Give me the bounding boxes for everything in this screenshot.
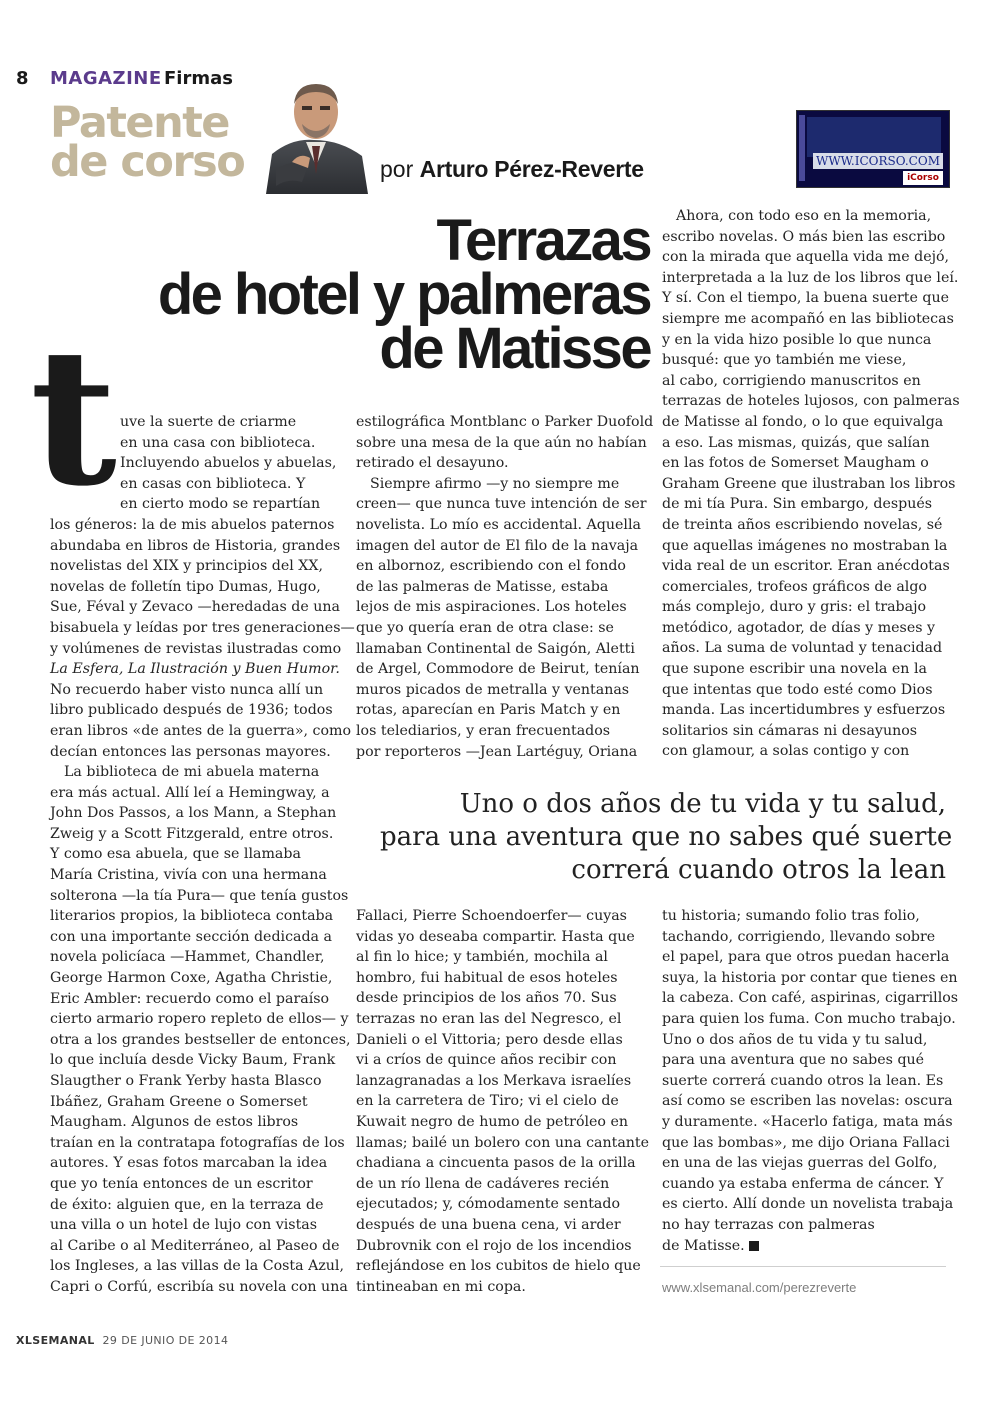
section-label: Firmas	[164, 68, 233, 89]
banner-brand-logo: iCorso	[903, 171, 943, 185]
text-line: los telediarios, y eran frecuentados	[356, 722, 611, 739]
text-line: para una aventura que no sabes qué	[662, 1052, 925, 1069]
text-line: otra a los grandes bestseller de entonces,	[50, 1031, 351, 1048]
text-line: los Ingleses, a las villas de la Costa Azul,	[50, 1258, 344, 1275]
text-line: libro publicado después de 1936; todos	[50, 702, 333, 719]
text-line: llamaban Continental de Saigón, Aletti	[356, 640, 635, 657]
text-line: retirado el desayuno.	[356, 455, 509, 472]
text-line: en una casa con biblioteca.	[120, 434, 316, 451]
text-line: Maugham. Algunos de estos libros	[50, 1114, 299, 1131]
text-line: a eso. Las mismas, quizás, que salían	[662, 434, 930, 451]
text-line: lanzagranadas a los Merkava israelíes	[356, 1072, 632, 1089]
text-line: tu historia; sumando folio tras folio,	[662, 908, 920, 924]
column-title	[50, 98, 245, 187]
pull-quote-line: Uno o dos años de tu vida y tu salud,	[459, 789, 946, 819]
text-line: que yo tenía entonces de un escritor	[50, 1175, 313, 1192]
text-line: que yo quería eran de otra clase: se	[356, 619, 614, 636]
page-footer	[16, 1334, 228, 1347]
text-line: y duramente. «Hacerlo fatiga, mata más	[662, 1113, 953, 1130]
text-line: John Dos Passos, a los Mann, a Stephan	[50, 805, 337, 822]
text-line: al cabo, corrigiendo manuscritos en	[662, 372, 921, 389]
column-title-line: Patente	[50, 98, 229, 148]
column-2-top	[356, 412, 654, 762]
text-line: manda. Las incertidumbres y esfuerzos	[662, 702, 946, 719]
text-line: María Cristina, vivía con una hermana	[50, 867, 327, 884]
text-line: Slaugther o Frank Yerby hasta Blasco	[50, 1073, 322, 1089]
text-line: abundaba en libros de Historia, grandes	[50, 537, 341, 554]
page-number: 8	[16, 68, 29, 89]
text-line: en casas con biblioteca. Y	[120, 475, 306, 492]
text-line: en albornoz, escribiendo con el fondo	[356, 558, 626, 575]
text-line: reflejándose en los cubitos de hielo que	[356, 1258, 641, 1275]
banner-screenshot	[807, 117, 941, 157]
text-line: terrazas no eran las del Negresco, el	[356, 1010, 622, 1027]
text-line: La biblioteca de mi abuela materna	[64, 764, 320, 781]
banner-strip	[799, 115, 805, 181]
text-line: metódico, agotador, de días y meses y	[662, 619, 936, 636]
headline-line: Terrazas	[436, 208, 650, 273]
text-line: de Argel, Commodore de Beirut, tenían	[356, 661, 640, 678]
text-line: muros picados de metralla y ventanas	[356, 681, 630, 698]
text-line: no hay terrazas con palmeras	[662, 1216, 875, 1233]
text-line-end: de Matisse.	[662, 1237, 745, 1254]
text-line: de éxito: alguien que, en la terraza de	[50, 1196, 324, 1213]
text-line: Capri o Corfú, escribía su novela con una	[50, 1278, 348, 1295]
divider	[660, 1266, 946, 1267]
text-line: interpretada a la luz de los libros que leí.	[662, 269, 959, 286]
text-line: así como se escriben las novelas: oscura	[662, 1093, 953, 1110]
article-headline	[70, 208, 650, 381]
text-line: Zweig y a Scott Fitzgerald, entre otros.	[50, 825, 334, 842]
text-line: después de una buena cena, vi arder	[356, 1216, 621, 1233]
text-line: Danieli o el Vittoria; pero desde ellas	[356, 1031, 623, 1048]
banner-url: WWW.ICORSO.COM	[813, 153, 943, 169]
magazine-label: MAGAZINE	[50, 68, 162, 89]
author-name: Arturo Pérez-Reverte	[419, 156, 644, 182]
text-line: que supone escribir una novela en la	[662, 661, 927, 678]
text-line: estilográfica Montblanc o Parker Duofold	[356, 414, 654, 430]
column-title-line: de corso	[50, 137, 245, 187]
text-line: y volúmenes de revistas ilustradas como	[50, 640, 342, 657]
text-line: al fin lo hice; y también, mochila al	[356, 949, 608, 966]
text-line: de Matisse al fondo, o lo que equivalga	[662, 413, 944, 430]
text-line: años. La suma de voluntad y tenacidad	[662, 640, 943, 657]
text-line: lejos de mis aspiraciones. Los hoteles	[356, 599, 627, 616]
text-line: suya, la historia por contar que tienes en	[662, 969, 958, 986]
text-line: lo que incluía desde Vicky Baum, Frank	[50, 1052, 336, 1069]
text-line: tintineaban en mi copa.	[356, 1278, 526, 1295]
text-line: novela policíaca —Hammet, Chandler,	[50, 949, 325, 966]
text-line: Sue, Féval y Zevaco —heredadas de una	[50, 599, 340, 616]
text-line: sobre una mesa de la que aún no habían	[356, 434, 647, 451]
text-line: comerciales, trofeos gráficos de algo	[662, 578, 927, 595]
text-line: novelista. Lo mío es accidental. Aquella	[356, 516, 641, 533]
text-line: autores. Y esas fotos marcaban la idea	[50, 1155, 328, 1172]
text-line: de treinta años escribiendo novelas, sé	[662, 516, 943, 533]
drop-cap: t	[30, 307, 117, 528]
text-line: una villa o un hotel de lujo con vistas	[50, 1217, 318, 1234]
publication-name: XLSEMANAL	[16, 1334, 95, 1347]
text-line: con glamour, a solas contigo y con	[662, 743, 910, 760]
text-line: era más actual. Allí leí a Hemingway, a	[50, 784, 330, 801]
text-line: Uno o dos años de tu vida y tu salud,	[662, 1031, 928, 1048]
text-line: siempre me acompañó en las bibliotecas	[662, 310, 954, 327]
text-line: con la mirada que aquella vida me dejó,	[662, 249, 950, 266]
text-line: vidas yo deseaba compartir. Hasta que	[356, 928, 635, 945]
text-line: eran libros «de antes de la guerra», como	[50, 722, 352, 739]
pull-quote-line: para una aventura que no sabes qué suerte	[380, 822, 953, 852]
text-line: Ahora, con todo eso en la memoria,	[676, 208, 932, 224]
text-line: por reporteros —Jean Lartéguy, Oriana	[356, 743, 638, 760]
text-line: para quien los fuma. Con mucho trabajo.	[662, 1010, 956, 1027]
text-line: escribo novelas. O más bien las escribo	[662, 228, 946, 245]
text-line: que las bombas», me dijo Oriana Fallaci	[662, 1134, 950, 1151]
text-line: solitarios sin cámaras ni desayunos	[662, 722, 918, 739]
text-line: los géneros: la de mis abuelos paternos	[50, 516, 335, 533]
text-line: con una importante sección dedicada a	[50, 928, 332, 945]
text-line: No recuerdo haber visto nunca allí un	[50, 681, 324, 698]
text-line: Incluyendo abuelos y abuelas,	[120, 455, 337, 472]
text-line: novelistas del XIX y principios del XX,	[50, 558, 323, 575]
text-line: Eric Ambler: recuerdo como el paraíso	[50, 990, 330, 1007]
text-line: de las palmeras de Matisse, estaba	[356, 578, 609, 595]
text-line: más complejo, duro y gris: el trabajo	[662, 599, 927, 616]
text-line: Ibáñez, Graham Greene o Somerset	[50, 1093, 308, 1110]
text-line: y en la vida hizo posible lo que nunca	[662, 331, 932, 348]
text-line: Kuwait negro de humo de petróleo en	[356, 1113, 629, 1130]
headline-line: de Matisse	[379, 316, 650, 381]
column-1	[50, 412, 355, 1298]
text-line: vi a críos de quince años recibir con	[356, 1052, 617, 1069]
text-line: rotas, aparecían en Paris Match y en	[356, 702, 621, 719]
text-line: George Harmon Coxe, Agatha Christie,	[50, 970, 333, 987]
text-line: que aquellas imágenes no mostraban la	[662, 537, 948, 554]
text-line: Dubrovnik con el rojo de los incendios	[356, 1237, 632, 1254]
text-line: que intentas que todo esté como Dios	[662, 681, 933, 698]
byline-prefix: por	[380, 156, 414, 182]
text-line: decían entonces las personas mayores.	[50, 743, 331, 760]
issue-date: 29 DE JUNIO DE 2014	[102, 1334, 229, 1347]
text-line: suerte correrá cuando otros la lean. Es	[662, 1072, 944, 1089]
text-line: al Caribe o al Mediterráneo, al Paseo de	[50, 1237, 340, 1254]
text-line: cuando ya estaba enferma de cáncer. Y	[662, 1175, 944, 1192]
text-line: uve la suerte de criarme	[120, 414, 297, 430]
text-line: imagen del autor de El filo de la navaja	[356, 537, 639, 554]
text-line: la cabeza. Con café, aspirinas, cigarrillos	[662, 990, 959, 1007]
pull-quote-line: correrá cuando otros la lean	[571, 855, 946, 885]
pull-quote	[380, 788, 953, 887]
text-line: busqué: que yo también me viese,	[662, 352, 907, 369]
column-3-top	[662, 206, 960, 762]
byline	[380, 156, 644, 183]
website-link[interactable]: www.xlsemanal.com/perezreverte	[662, 1280, 857, 1295]
text-line: traían en la contratapa fotografías de los	[50, 1134, 345, 1151]
text-line: en las fotos de Somerset Maugham o	[662, 455, 929, 472]
text-line: Fallaci, Pierre Schoendoerfer— cuyas	[356, 908, 627, 924]
text-line: en cierto modo se repartían	[120, 496, 321, 513]
text-line: Y sí. Con el tiempo, la buena suerte que	[662, 290, 949, 307]
text-line: creen— que nunca tuve intención de ser	[356, 496, 647, 513]
text-line: en una de las viejas guerras del Golfo,	[662, 1155, 938, 1172]
text-line: de mi tía Pura. Sin embargo, después	[662, 496, 933, 513]
text-line: chadiana a cincuenta pasos de la orilla	[356, 1155, 636, 1172]
text-line: Graham Greene que ilustraban los libros	[662, 475, 956, 492]
text-line: hombro, fui habitual de esos hoteles	[356, 969, 618, 986]
text-line: bisabuela y leídas por tres generaciones—	[50, 619, 355, 636]
text-line: de un río llena de cadáveres recién	[356, 1175, 610, 1192]
text-line: ejecutados; y, cómodamente sentado	[356, 1196, 620, 1213]
text-line: vida real de un escritor. Eran anécdotas	[662, 558, 950, 575]
text-line: terrazas de hoteles lujosos, con palmeras	[662, 393, 960, 410]
column-2-bottom	[356, 906, 650, 1297]
text-line: Siempre afirmo —y no siempre me	[370, 475, 620, 492]
headline-line: de hotel y palmeras	[157, 262, 650, 327]
author-portrait	[262, 74, 370, 194]
text-line: llamas; bailé un bolero con una cantante	[356, 1134, 650, 1151]
text-line: el papel, para que otros puedan hacerla	[662, 949, 950, 966]
text-line: desde principios de los años 70. Sus	[356, 990, 617, 1007]
end-mark-icon	[749, 1241, 759, 1251]
text-line	[662, 1236, 952, 1257]
text-line: cierto armario ropero repleto de ellos— y	[50, 1011, 349, 1028]
text-line: en la carretera de Tiro; vi el cielo de	[356, 1093, 619, 1110]
text-line: solterona —la tía Pura— que tenía gustos	[50, 887, 349, 904]
text-line: novelas de folletín tipo Dumas, Hugo,	[50, 578, 321, 595]
text-line: tachando, corrigiendo, llevando sobre	[662, 928, 936, 945]
text-line: La Esfera, La Ilustración y Buen Humor.	[50, 661, 340, 678]
text-line: Y como esa abuela, que se llamaba	[50, 846, 301, 863]
website-banner[interactable]	[796, 110, 950, 188]
text-line: es cierto. Allí donde un novelista trabaja	[662, 1196, 954, 1213]
column-3-bottom	[662, 906, 959, 1256]
text-line: literarios propios, la biblioteca contaba	[50, 908, 334, 925]
